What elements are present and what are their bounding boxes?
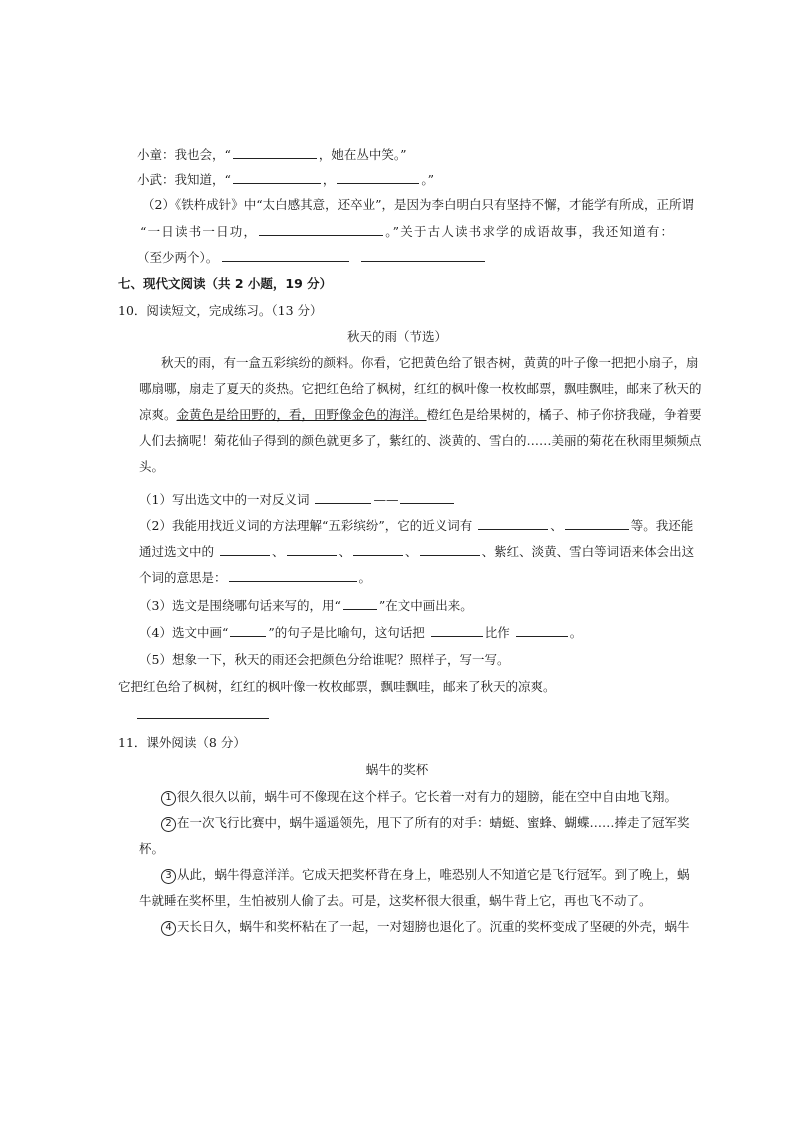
question-3: （3）选文是围绕哪句话来写的，用“ ”在文中画出来。 [139,598,473,613]
passage-line: 头。 [139,459,165,474]
passage-title: 秋天的雨（节选） [346,329,447,344]
blank-line [315,490,371,504]
question-2: （2）我能用找近义词的方法理解“五彩缤纷”，它的近义词有 、 等。我还能 [139,518,694,533]
blank-line [431,623,483,637]
question-2-line2: 通过选文中的 、 、 、 、紫红、淡黄、雪白等词语来体会出这 [139,544,695,559]
dialog-line-xiaotong: 小童：我也会，“ ，她在丛中笑。” [137,147,407,162]
blank-line [337,170,419,184]
paragraph-3-cont: 牛就睡在奖杯里，生怕被别人偷了去。可是，这奖杯很大很重，蜗牛背上它，再也飞不动了。 [139,893,652,908]
question-10-title: 10．阅读短文，完成练习。（13 分） [118,303,323,318]
question-2-text: （2）《铁杵成针》中“太白感其意，还卒业”，是因为李白明白只有坚持不懈，才能学有所成，正所谓 [142,197,694,212]
section-heading: 七、现代文阅读（共 2 小题，19 分） [118,276,333,291]
blank-line [420,542,480,556]
passage-line: 秋天的雨，有一盒五彩缤纷的颜料。你看，它把黄色给了银杏树，黄黄的叶子像一把把小扇子，扇 [161,355,699,370]
passage-line: 人们去摘呢！菊花仙子得到的颜色就更多了，紫红的、淡黄的、雪白的……美丽的菊花在秋雨里频频点 [139,433,702,448]
paragraph-2-cont: 杯。 [139,841,165,856]
blank-line [343,596,377,610]
underlined-sentence: 金黄色是给田野的，看，田野像金色的海洋。 [176,407,427,422]
blank-line [353,542,403,556]
paragraph-number: 2 [161,817,176,832]
paragraph-number: 3 [161,869,176,884]
blank-line [565,516,629,530]
blank-line [516,623,568,637]
passage-line: 凉爽。金黄色是给田野的，看，田野像金色的海洋。橙红色是给果树的，橘子、柿子你挤我碰，争着要 [139,407,702,422]
question-2-line3: 个词的意思是： 。 [139,570,372,585]
question-5: （5）想象一下，秋天的雨还会把颜色分给谁呢？照样子，写一写。 [139,652,510,667]
blank-line [229,568,357,582]
question-11-title: 11．课外阅读（8 分） [118,735,246,750]
paragraph-2: 2 在一次飞行比赛中，蜗牛遥遥领先，甩下了所有的对手：蜻蜓、蜜蜂、蝴蝶……捧走了冠军奖 [161,814,690,832]
question-1: （1）写出选文中的一对反义词 —— [139,490,456,509]
passage-title: 蜗牛的奖杯 [365,762,429,777]
blank-line [220,542,270,556]
passage-line: 哪扇哪，扇走了夏天的炎热。它把红色给了枫树，红红的枫叶像一枚枚邮票，飘哇飘哇，邮来了秋天的 [139,381,702,396]
blank-line [361,248,485,262]
blank-line [478,516,548,530]
paragraph-3: 3 从此，蜗牛得意洋洋。它成天把奖杯背在身上，唯恐别人不知道它是飞行冠军。到了晚上，蜗 [161,866,690,884]
blank-line [222,248,349,262]
dialog-line-xiaowu: 小武：我知道，“ ， 。” [137,172,435,187]
blank-line [230,623,266,637]
blank-line [233,145,317,159]
example-sentence: 它把红色给了枫树，红红的枫叶像一枚枚邮票，飘哇飘哇，邮来了秋天的凉爽。 [118,679,556,694]
blank-line [400,490,454,504]
paragraph-4: 4 天长日久，蜗牛和奖杯粘在了一起，一对翅膀也退化了。沉重的奖杯变成了坚硬的外壳，蜗牛 [161,918,690,936]
blank-line [287,542,337,556]
question-2-line2: “一日读书一日功， 。”关于古人读书求学的成语故事，我还知道有： [140,224,675,239]
blank-line [259,222,383,236]
blank-line [233,170,321,184]
question-2-line3: （至少两个）。 [137,248,487,267]
paragraph-number: 1 [161,791,176,806]
question-4: （4）选文中画“ ”的句子是比喻句，这句话把 比作 。 [139,625,583,640]
paragraph-number: 4 [161,921,176,936]
paragraph-1: 1 很久很久以前，蜗牛可不像现在这个样子。它长着一对有力的翅膀，能在空中自由地飞翔。 [161,788,677,806]
answer-line [137,718,269,719]
